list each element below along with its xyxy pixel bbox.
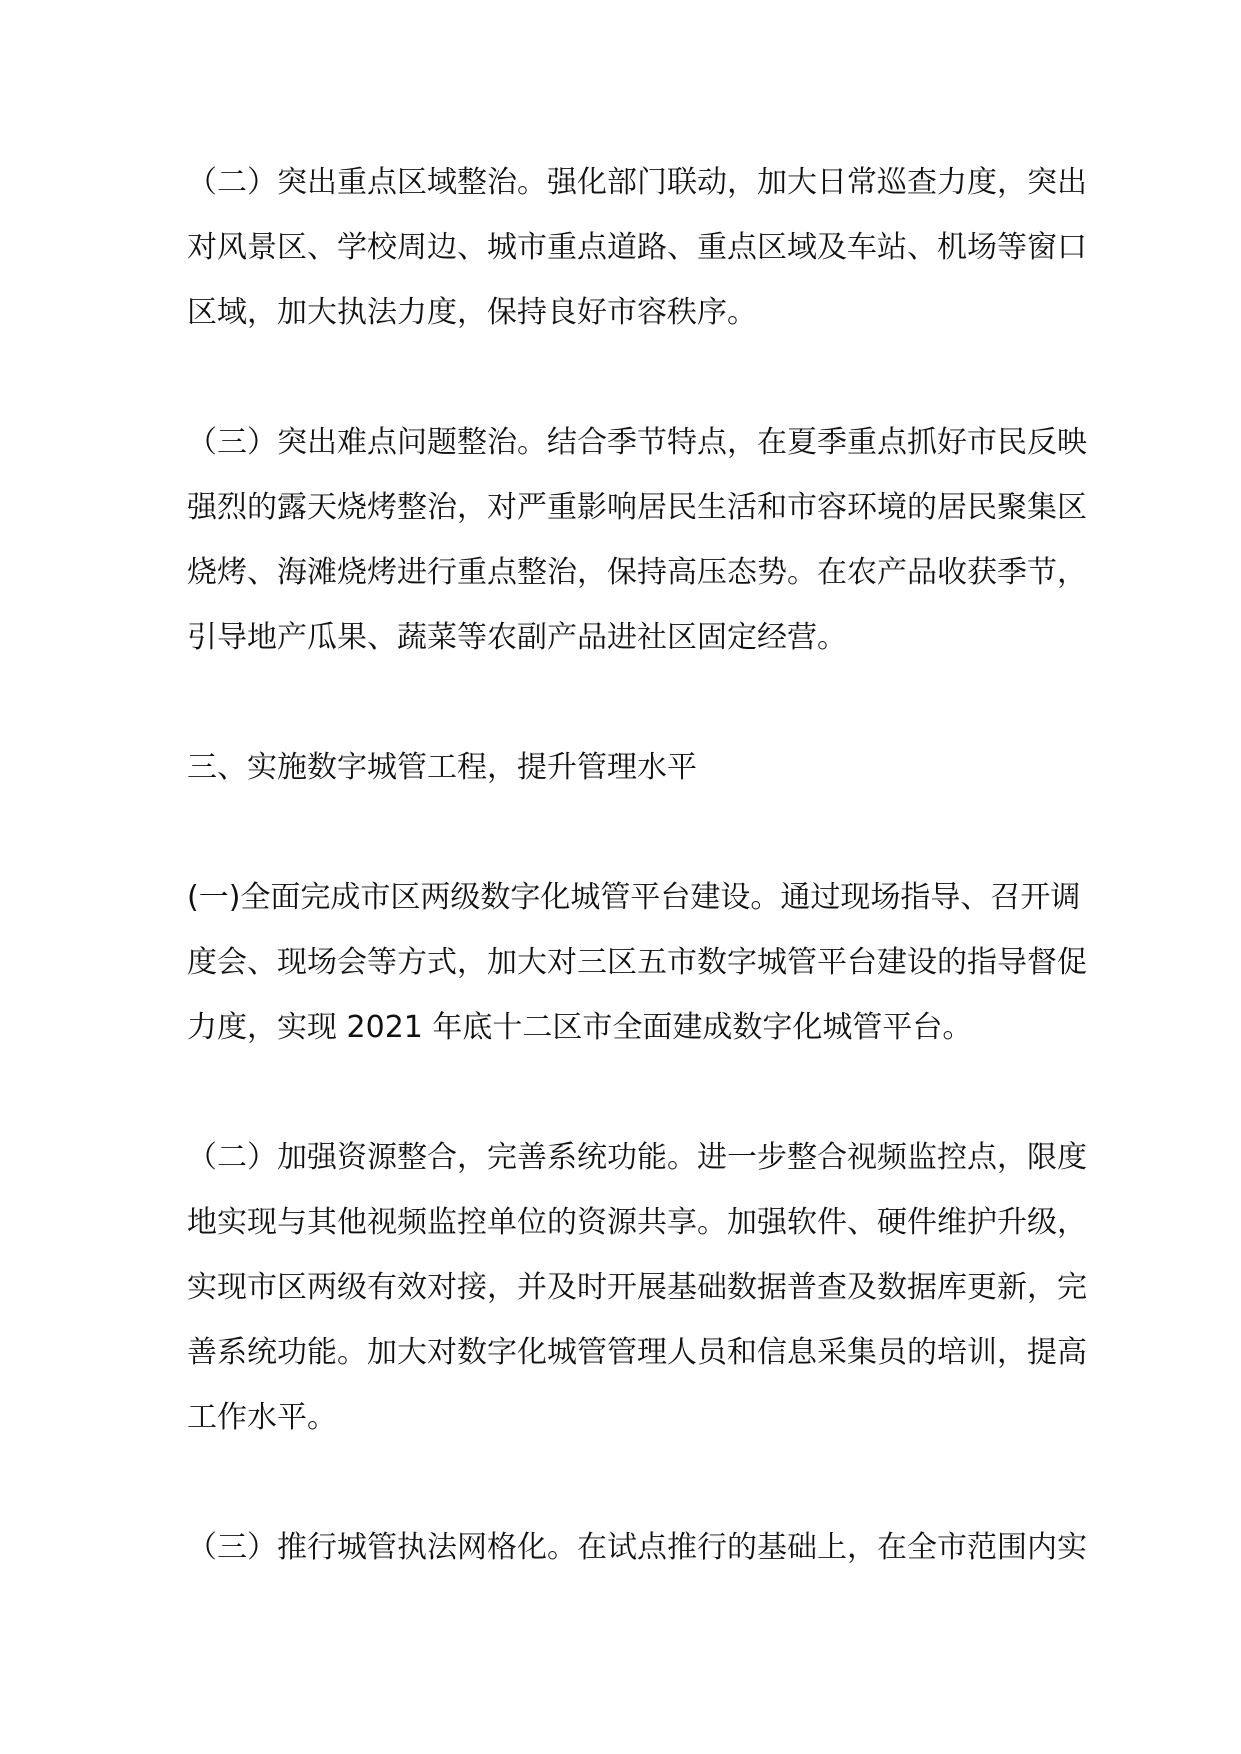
paragraph-difficult-issues-rectification <box>187 410 1087 670</box>
text-line: 引导地产瓜果、蔬菜等农副产品进社区固定经营。 <box>187 620 847 655</box>
text-line: 工作水平。 <box>187 1400 337 1435</box>
paragraph-grid-enforcement <box>187 1515 1087 1580</box>
text-line: （二）加强资源整合，完善系统功能。进一步整合视频监控点，限度 <box>187 1140 1087 1175</box>
text-line: 区域，加大执法力度，保持良好市容秩序。 <box>187 295 757 330</box>
paragraph-key-area-rectification <box>187 150 1087 345</box>
text-line: 实现市区两级有效对接，并及时开展基础数据普查及数据库更新，完 <box>187 1270 1087 1305</box>
text-line: 度会、现场会等方式，加大对三区五市数字城管平台建设的指导督促 <box>187 945 1087 980</box>
text-line: （三）突出难点问题整治。结合季节特点，在夏季重点抓好市民反映 <box>187 425 1087 460</box>
document-body <box>187 150 1087 1580</box>
heading-line: 三、实施数字城管工程，提升管理水平 <box>187 750 697 785</box>
paragraph-resource-integration <box>187 1125 1087 1450</box>
text-line: 强烈的露天烧烤整治，对严重影响居民生活和市容环境的居民聚集区 <box>187 490 1087 525</box>
text-line: （三）推行城管执法网格化。在试点推行的基础上，在全市范围内实 <box>187 1530 1087 1565</box>
section-heading-digital-management <box>187 735 1087 800</box>
text-line: 对风景区、学校周边、城市重点道路、重点区域及车站、机场等窗口 <box>187 230 1087 265</box>
text-line: 善系统功能。加大对数字化城管管理人员和信息采集员的培训，提高 <box>187 1335 1087 1370</box>
text-line: （二）突出重点区域整治。强化部门联动，加大日常巡查力度，突出 <box>187 165 1087 200</box>
text-line: 地实现与其他视频监控单位的资源共享。加强软件、硬件维护升级， <box>187 1205 1087 1240</box>
paragraph-platform-construction <box>187 865 1087 1060</box>
text-line: (一)全面完成市区两级数字化城管平台建设。通过现场指导、召开调 <box>187 880 1081 915</box>
text-line: 力度，实现 2021 年底十二区市全面建成数字化城管平台。 <box>187 1010 973 1045</box>
text-line: 烧烤、海滩烧烤进行重点整治，保持高压态势。在农产品收获季节， <box>187 555 1087 590</box>
